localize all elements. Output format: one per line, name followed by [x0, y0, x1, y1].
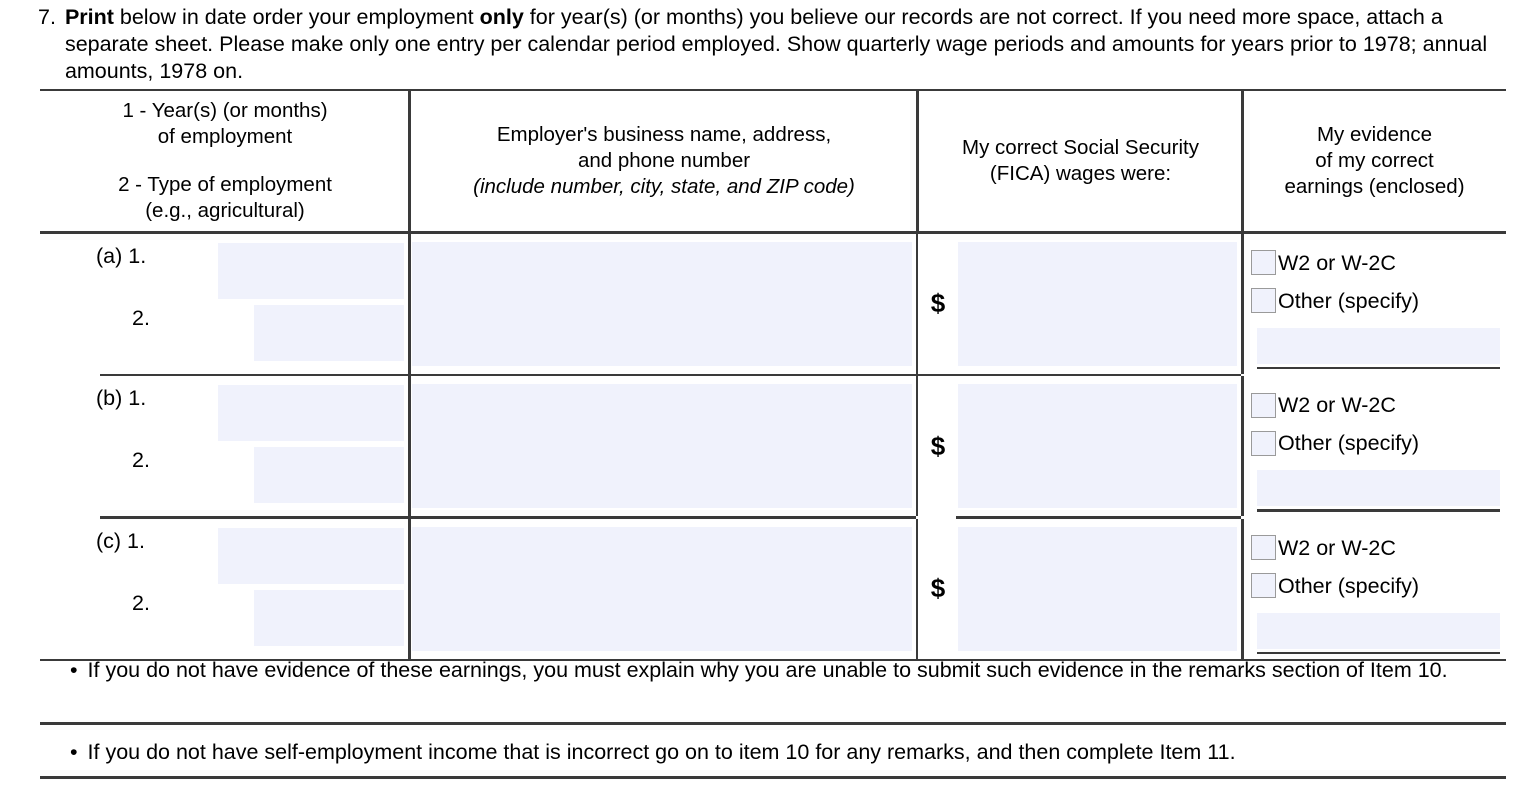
- input-year-a[interactable]: [218, 243, 404, 299]
- checkbox-w2-label-b: W2 or W-2C: [1278, 393, 1396, 417]
- header-year-type: [40, 91, 410, 231]
- table-row: [40, 234, 1506, 374]
- input-employer-b[interactable]: [412, 384, 912, 508]
- instruction-seg-2: for year(s) (or months) you believe our records are not correct. If you need more space, attach a separate sheet. Please make only one entry per calendar period employed. Show quarterly wage periods and amounts for years prior to 1978; annual amounts, 1978 on.: [64, 5, 1488, 83]
- entry-line-year: [40, 385, 410, 447]
- header-col2-line3: (include number, city, state, and ZIP code): [473, 175, 855, 198]
- column-divider-2: [916, 91, 919, 231]
- bullet-icon: •: [70, 658, 78, 682]
- specify-underline-b: [1257, 509, 1500, 512]
- checkbox-other-a[interactable]: [1251, 288, 1276, 313]
- cell-wages: [918, 234, 1243, 374]
- cell-year-type: [40, 376, 410, 516]
- cell-employer: [410, 234, 918, 374]
- header-col3-line2: (FICA) wages were:: [989, 162, 1172, 185]
- cell-year-type: [40, 234, 410, 374]
- instruction-seg-1: below in date order your employment: [113, 5, 480, 29]
- table-row: [40, 519, 1506, 659]
- checkbox-w2-label-c: W2 or W-2C: [1278, 535, 1396, 560]
- header-evidence: [1243, 91, 1506, 231]
- row-label-c-1: (c) 1.: [96, 528, 145, 553]
- checkbox-row-other-b[interactable]: [1251, 424, 1506, 462]
- table-header-row: [40, 91, 1506, 231]
- input-type-c[interactable]: [254, 590, 404, 646]
- input-type-a[interactable]: [254, 305, 404, 361]
- input-type-b[interactable]: [254, 447, 404, 503]
- cell-evidence: [1243, 519, 1506, 659]
- row-label-a-1: (a) 1.: [96, 243, 147, 268]
- header-wages: [918, 91, 1243, 231]
- input-wages-c[interactable]: [958, 527, 1237, 651]
- instruction-bold-print: Print: [64, 5, 114, 29]
- checkbox-w2-a[interactable]: [1251, 250, 1276, 275]
- input-specify-c[interactable]: [1257, 613, 1500, 649]
- input-employer-a[interactable]: [412, 242, 912, 366]
- cell-employer: [410, 519, 918, 659]
- row-label-a-2: 2.: [132, 305, 150, 330]
- currency-symbol-c: $: [918, 519, 958, 659]
- cell-wages: [918, 519, 1243, 659]
- checkbox-row-w2-b[interactable]: [1251, 386, 1506, 424]
- checkbox-w2-b[interactable]: [1251, 393, 1276, 418]
- checkbox-other-b[interactable]: [1251, 431, 1276, 456]
- item-7-instruction: [38, 4, 1498, 85]
- row-label-c-2: 2.: [132, 590, 150, 615]
- input-year-b[interactable]: [218, 385, 404, 441]
- entry-line-type: [40, 305, 410, 367]
- header-col2-line2: and phone number: [577, 149, 751, 172]
- item-instruction-text: [65, 4, 1498, 85]
- currency-symbol-a: $: [918, 234, 958, 374]
- entry-line-type: [40, 447, 410, 509]
- input-wages-b[interactable]: [958, 384, 1237, 508]
- page-bottom-rule: [40, 776, 1506, 779]
- employment-table: [40, 89, 1506, 661]
- currency-symbol-b: $: [918, 376, 958, 516]
- entry-line-year: [40, 528, 410, 590]
- checkbox-w2-c[interactable]: [1251, 535, 1276, 560]
- input-specify-a[interactable]: [1257, 328, 1500, 364]
- cell-year-type: [40, 519, 410, 659]
- header-col3-line1: My correct Social Security: [962, 136, 1199, 159]
- note-self-employment-text: If you do not have self-employment income that is incorrect go on to item 10 for any remarks, and then complete Item 11.: [87, 740, 1236, 764]
- checkbox-row-w2-c[interactable]: [1251, 529, 1506, 567]
- note-self-employment: [40, 739, 1506, 766]
- input-year-c[interactable]: [218, 528, 404, 584]
- entry-line-type: [40, 590, 410, 652]
- header-col2-line1: Employer's business name, address,: [496, 123, 832, 146]
- checkbox-row-w2-a[interactable]: [1251, 244, 1506, 282]
- checkbox-w2-label-a: W2 or W-2C: [1278, 250, 1396, 275]
- checkbox-row-other-a[interactable]: [1251, 282, 1506, 320]
- header-col1-line1: 1 - Year(s) (or months): [122, 99, 328, 122]
- table-row: [40, 376, 1506, 516]
- column-divider-1: [408, 91, 411, 231]
- header-col4-line2: of my correct: [1315, 149, 1434, 172]
- specify-underline-c: [1257, 652, 1500, 655]
- checkbox-other-label-a: Other (specify): [1278, 288, 1419, 313]
- header-col4-line1: My evidence: [1316, 123, 1433, 146]
- note-evidence: [40, 657, 1506, 684]
- checkbox-row-other-c[interactable]: [1251, 567, 1506, 605]
- input-specify-b[interactable]: [1257, 470, 1500, 506]
- input-wages-a[interactable]: [958, 242, 1237, 366]
- cell-evidence: [1243, 376, 1506, 516]
- row-label-b-2: 2.: [132, 448, 150, 472]
- entry-line-year: [40, 243, 410, 305]
- checkbox-other-label-c: Other (specify): [1278, 573, 1419, 598]
- note-separator-rule: [40, 722, 1506, 725]
- bullet-icon: •: [70, 740, 78, 764]
- cell-employer: [410, 376, 918, 516]
- instruction-bold-only: only: [479, 5, 524, 29]
- input-employer-c[interactable]: [412, 527, 912, 651]
- note-evidence-text: If you do not have evidence of these earnings, you must explain why you are unable to submit such evidence in the remarks section of Item 10.: [87, 658, 1448, 682]
- checkbox-other-c[interactable]: [1251, 573, 1276, 598]
- header-employer: [410, 91, 918, 231]
- header-col1-line2: of employment: [157, 125, 293, 148]
- item-number: 7.: [38, 5, 56, 29]
- header-col1-line3: 2 - Type of employment: [118, 173, 332, 196]
- cell-evidence: [1243, 234, 1506, 374]
- header-col1-line4: (e.g., agricultural): [145, 199, 305, 222]
- row-label-b-1: (b) 1.: [96, 386, 147, 410]
- cell-wages: [918, 376, 1243, 516]
- specify-underline-a: [1257, 367, 1500, 370]
- column-divider-3: [1241, 91, 1244, 231]
- header-col4-line3: earnings (enclosed): [1284, 175, 1465, 198]
- checkbox-other-label-b: Other (specify): [1278, 431, 1419, 455]
